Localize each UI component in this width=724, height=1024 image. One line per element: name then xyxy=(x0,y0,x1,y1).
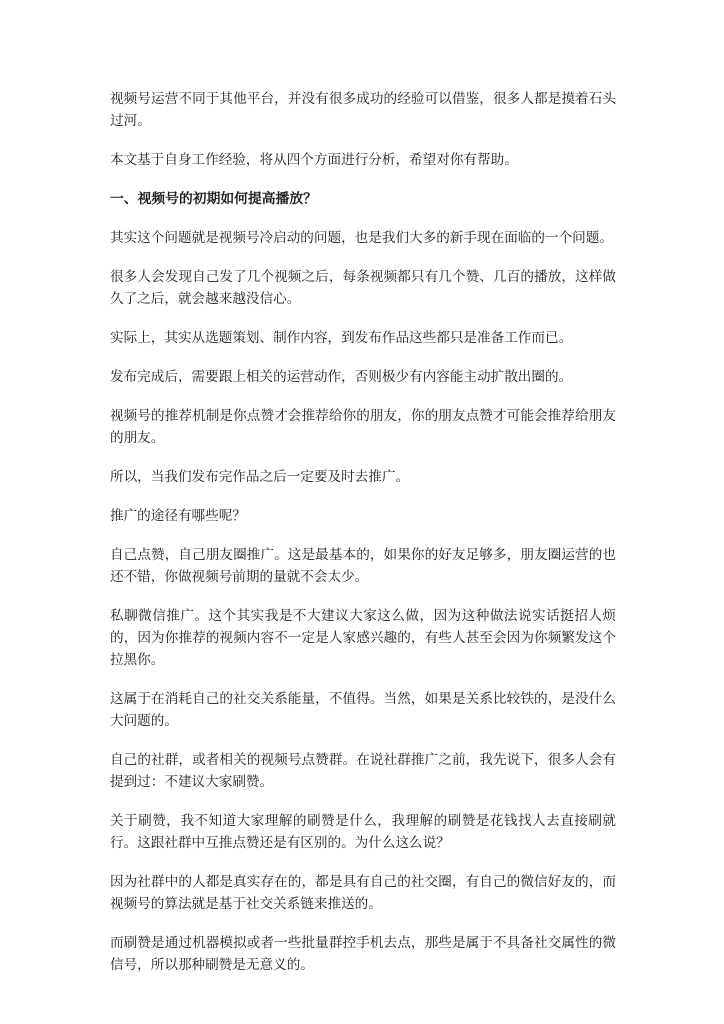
body-paragraph: 推广的途径有哪些呢？ xyxy=(110,508,246,524)
section-heading: 一、视频号的初期如何提高播放？ xyxy=(110,191,317,207)
intro-summary-paragraph: 本文基于自身工作经验，将从四个方面进行分析，希望对你有帮助。 xyxy=(110,152,518,168)
body-paragraph: 所以，当我们发布完作品之后一定要及时去推广。 xyxy=(110,469,410,485)
body-paragraph: 很多人会发现自己发了几个视频之后，每条视频都只有几个赞、几百的播放，这样做久了之后，就会越来越没信心。 xyxy=(110,269,616,307)
body-paragraph: 其实这个问题就是视频号冷启动的问题，也是我们大多的新手现在面临的一个问题。 xyxy=(110,230,613,246)
body-paragraph: 关于刷赞，我不知道大家理解的刷赞是什么，我理解的刷赞是花钱找人去直接刷就行。这跟社群中互推点赞还是有区别的。为什么这么说？ xyxy=(110,813,616,851)
body-paragraph: 实际上，其实从选题策划、制作内容，到发布作品这些都只是准备工作而已。 xyxy=(110,330,573,346)
intro-paragraph: 视频号运营不同于其他平台，并没有很多成功的经验可以借鉴，很多人都是摸着石头过河。 xyxy=(110,91,616,129)
body-paragraph: 视频号的推荐机制是你点赞才会推荐给你的朋友，你的朋友点赞才可能会推荐给朋友的朋友。 xyxy=(110,408,616,446)
body-paragraph: 因为社群中的人都是真实存在的，都是具有自己的社交圈，有自己的微信好友的，而视频号的算法就是基于社交关系链来推送的。 xyxy=(110,874,616,912)
body-paragraph: 而刷赞是通过机器模拟或者一些批量群控手机去点，那些是属于不具备社交属性的微信号，所以那种刷赞是无意义的。 xyxy=(110,935,616,973)
body-paragraph: 私聊微信推广。这个其实我是不大建议大家这么做，因为这种做法说实话挺招人烦的，因为你推荐的视频内容不一定是人家感兴趣的，有些人甚至会因为你频繁发这个拉黑你。 xyxy=(110,608,616,668)
article-body xyxy=(110,88,616,993)
body-paragraph: 自己的社群，或者相关的视频号点赞群。在说社群推广之前，我先说下，很多人会有提到过：不建议大家刷赞。 xyxy=(110,752,616,790)
body-paragraph: 自己点赞，自己朋友圈推广。这是最基本的，如果你的好友足够多，朋友圈运营的也还不错，你做视频号前期的量就不会太少。 xyxy=(110,547,616,585)
body-paragraph: 发布完成后，需要跟上相关的运营动作，否则极少有内容能主动扩散出圈的。 xyxy=(110,369,573,385)
body-paragraph: 这属于在消耗自己的社交关系能量，不值得。当然，如果是关系比较铁的，是没什么大问题的。 xyxy=(110,691,616,729)
